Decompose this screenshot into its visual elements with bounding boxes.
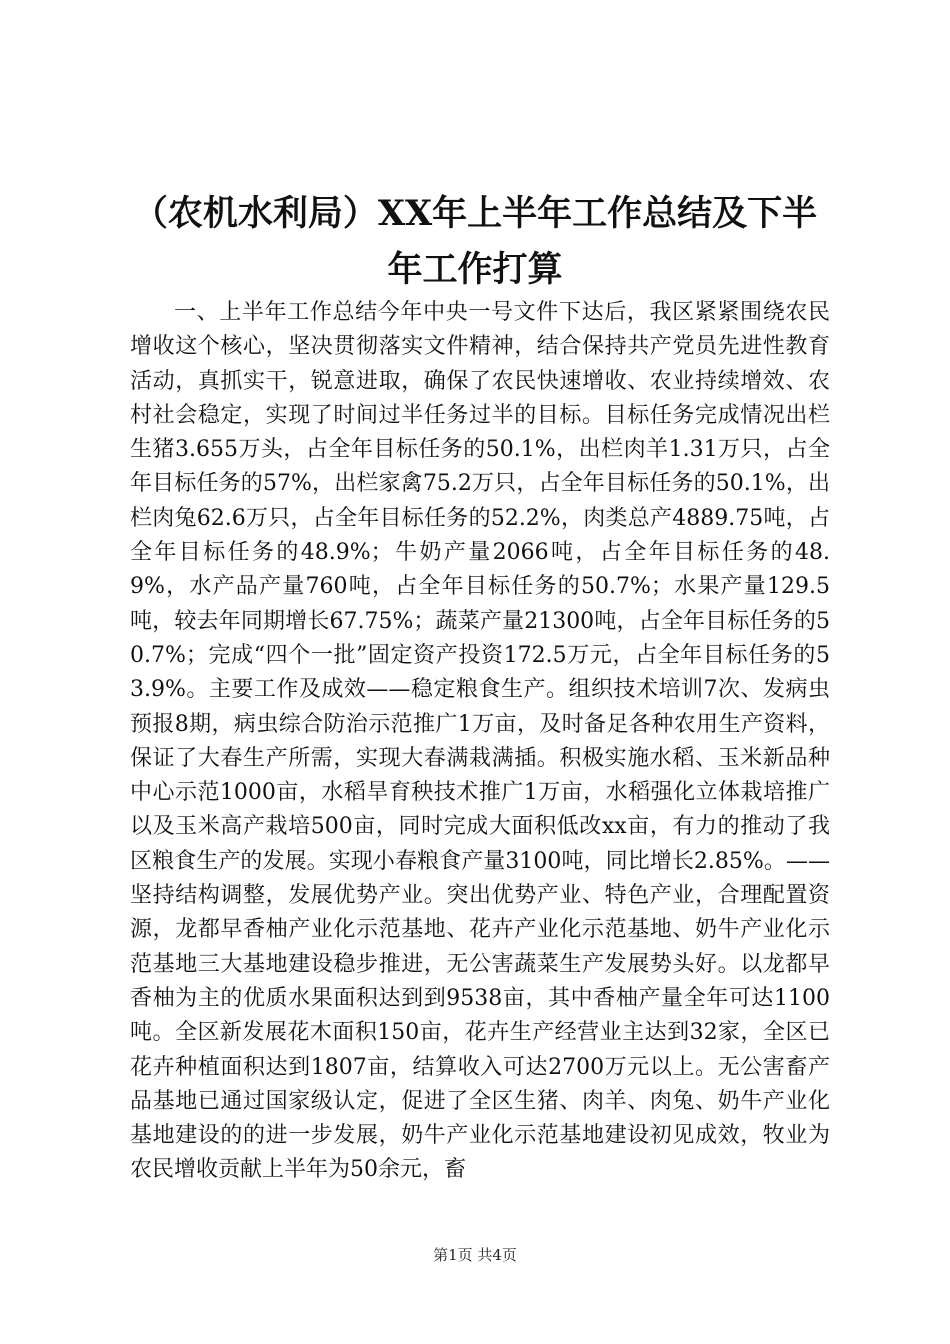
document-title-line-2: 年工作打算 xyxy=(387,249,563,290)
page-number-footer: 第1页 共4页 xyxy=(433,1246,517,1264)
document-title-line-1: （农机水利局）XX年上半年工作总结及下半 xyxy=(132,193,818,234)
document-body-paragraph: 一、上半年工作总结今年中央一号文件下达后，我区紧紧围绕农民增收这个核心，坚决贯彻落实文件精神，结合保持共产党员先进性教育活动，真抓实干，锐意进取，确保了农民快速增收、农业持续增效、农村社会稳定，实现了时间过半任务过半的目标。目标任务完成情况出栏生猪3.655万头，占全年目标任务的50.1%，出栏肉羊1.31万只，占全年目标任务的57%，出栏家禽75.2万只，占全年目标任务的50.1%，出栏肉兔62.6万只，占全年目标任务的52.2%，肉类总产4889.75吨，占全年目标任务的48.9%；牛奶产量2066吨，占全年目标任务的48.9%，水产品产量760吨，占全年目标任务的50.7%；水果产量129.5吨，较去年同期增长67.75%；蔬菜产量21300吨，占全年目标任务的50.7%；完成“四个一批”固定资产投资172.5万元，占全年目标任务的53.9%。主要工作及成效——稳定粮食生产。组织技术培训7次、发病虫预报8期，病虫综合防治示范推广1万亩，及时备足各种农用生产资料，保证了大春生产所需，实现大春满栽满插。积极实施水稻、玉米新品种中心示范1000亩，水稻旱育秧技术推广1万亩，水稻强化立体栽培推广以及玉米高产栽培500亩，同时完成大面积低改xx亩，有力的推动了我区粮食生产的发展。实现小春粮食产量3100吨，同比增长2.85%。——坚持结构调整，发展优势产业。突出优势产业、特色产业，合理配置资源，龙都早香柚产业化示范基地、花卉产业化示范基地、奶牛产业化示范基地三大基地建设稳步推进，无公害蔬菜生产发展势头好。以龙都早香柚为主的优质水果面积达到到9538亩，其中香柚产量全年可达1100吨。全区新发展花木面积150亩，花卉生产经营业主达到32家，全区已花卉种植面积达到1807亩，结算收入可达2700万元以上。无公害畜产品基地已通过国家级认定，促进了全区生猪、肉羊、肉兔、奶牛产业化基地建设的的进一步发展，奶牛产业化示范基地建设初见成效，牧业为农民增收贡献上半年为50余元，畜 xyxy=(130,300,830,1183)
